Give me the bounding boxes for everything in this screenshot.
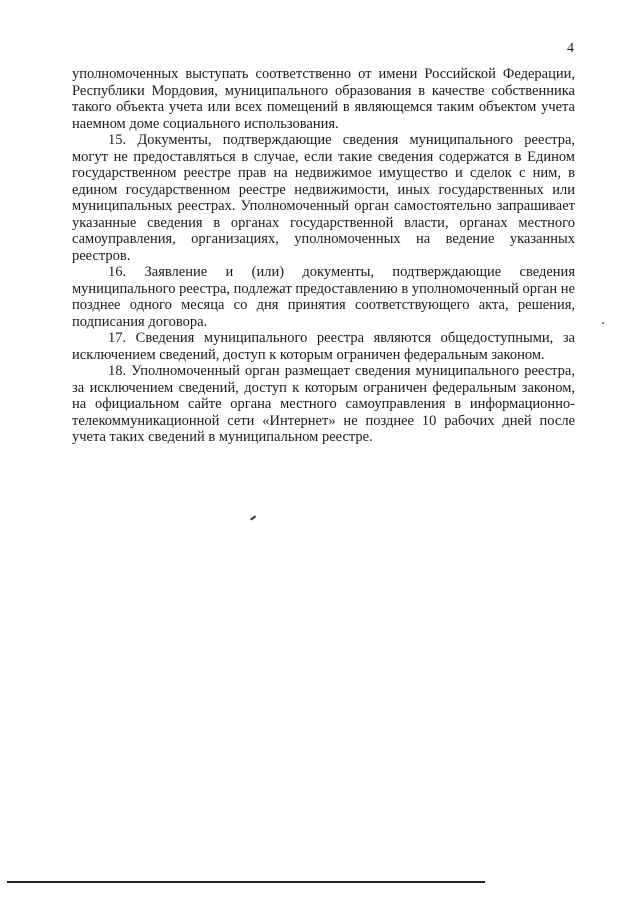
bottom-rule (7, 881, 485, 883)
document-body (72, 66, 575, 446)
scan-speck (602, 322, 604, 324)
page-number: 4 (567, 41, 574, 56)
paragraph-continuation: уполномоченных выступать соответственно от имени Российской Федерации, Республики Мордовия, муниципального образования в качестве собственника такого объекта учета или всех помещений в являющемся таким объектом учета наемном доме социального использования. (72, 66, 575, 132)
paragraph-item-15: 15. Документы, подтверждающие сведения муниципального реестра, могут не предоставляться в случае, если такие сведения содержатся в Едином государственном реестре прав на недвижимое имущество и сделок с ним, в едином государственном реестре недвижимости, иных государственных или муниципальных реестрах. Уполномоченный орган самостоятельно запрашивает указанные сведения в органах государственной власти, органах местного самоуправления, организациях, уполномоченных на ведение указанных реестров. (72, 132, 575, 264)
pen-mark (250, 515, 256, 520)
paragraph-item-18: 18. Уполномоченный орган размещает сведения муниципального реестра, за исключением сведений, доступ к которым ограничен федеральным законом, на официальном сайте органа местного самоуправления в информационно-телекоммуникационной сети «Интернет» не позднее 10 рабочих дней после учета таких сведений в муниципальном реестре. (72, 363, 575, 445)
paragraph-item-16: 16. Заявление и (или) документы, подтверждающие сведения муниципального реестра, подлежат предоставлению в уполномоченный орган не позднее одного месяца со дня принятия соответствующего акта, решения, подписания договора. (72, 264, 575, 330)
paragraph-item-17: 17. Сведения муниципального реестра являются общедоступными, за исключением сведений, доступ к которым ограничен федеральным законом. (72, 330, 575, 363)
